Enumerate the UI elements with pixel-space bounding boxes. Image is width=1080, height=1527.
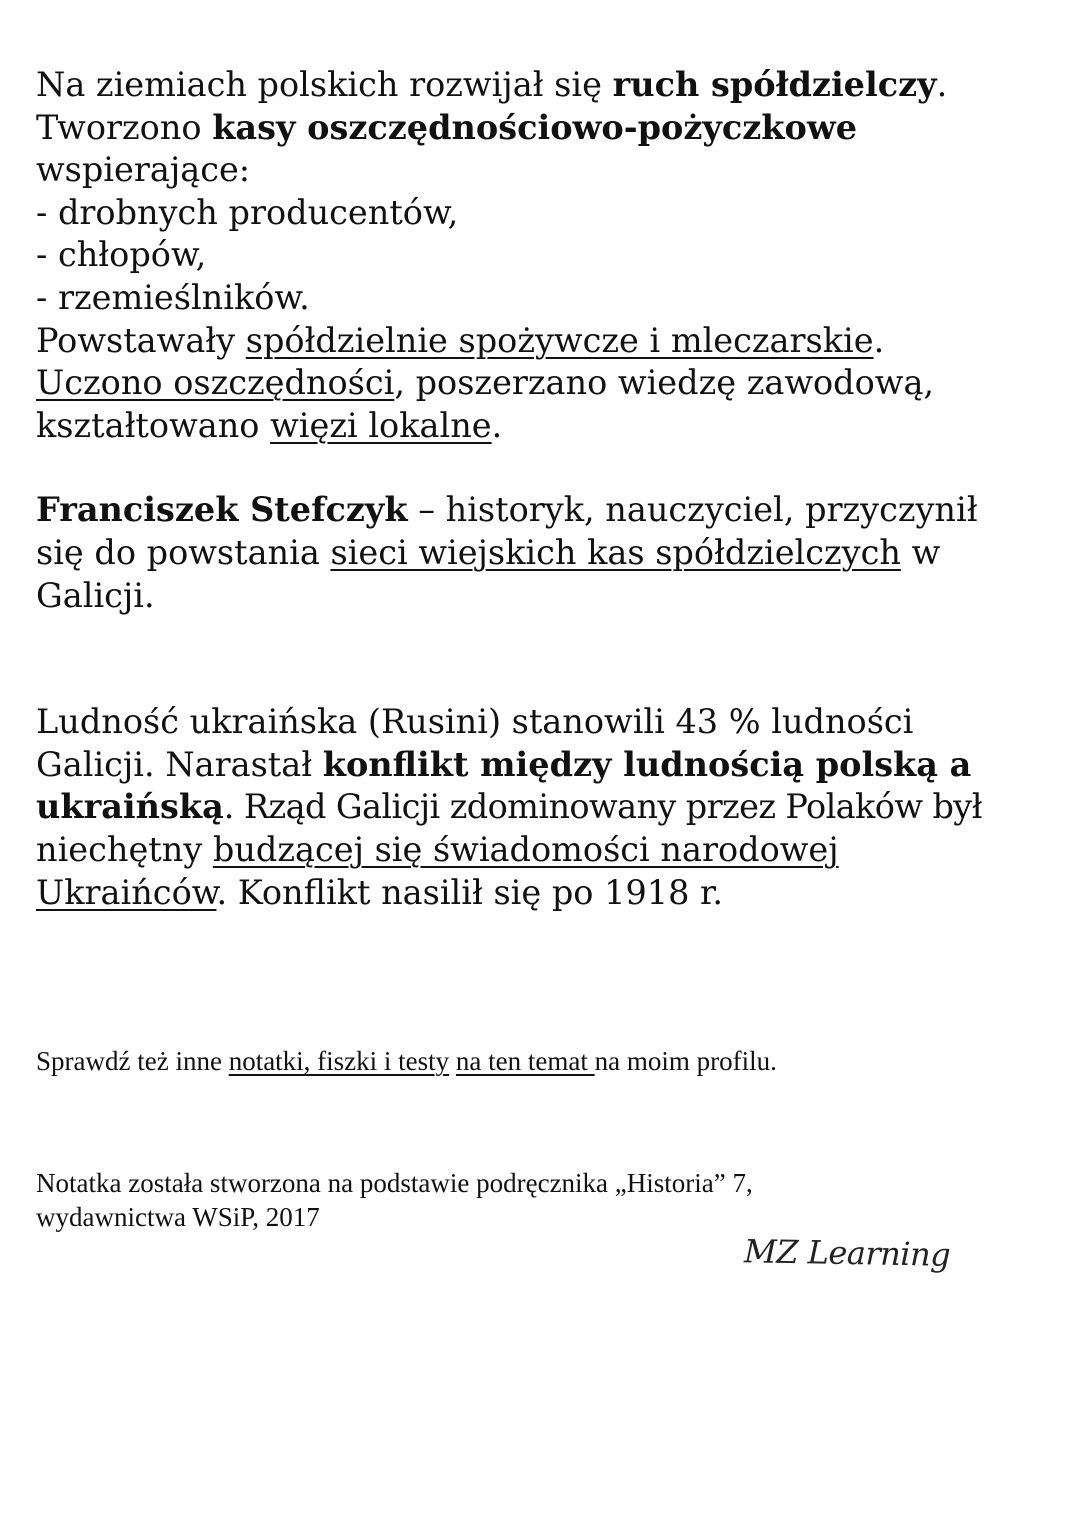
list-item: - rzemieślników.: [36, 277, 310, 317]
bold-term: ruch spółdzielczy: [612, 65, 937, 104]
text: Sprawdź też inne: [36, 1046, 229, 1076]
text: się do powstania: [36, 532, 331, 572]
text: kształtowano: [36, 405, 271, 445]
underlined-term: Uczono oszczędności: [36, 363, 395, 403]
text: Powstawały: [36, 320, 246, 360]
text: .: [491, 405, 503, 445]
bold-term: Franciszek Stefczyk: [36, 490, 408, 530]
list-item: - drobnych producentów,: [36, 192, 459, 232]
text: . Rząd Galicji zdominowany przez Polaków był: [223, 787, 982, 827]
text: – historyk, nauczyciel, przyczynił: [407, 490, 978, 530]
ukrainian-conflict-paragraph: [36, 701, 1046, 914]
underlined-term: notatki, fiszki i testy: [228, 1046, 450, 1076]
list-item: - chłopów,: [36, 235, 207, 275]
bold-term: konflikt między ludnością polską a: [322, 744, 972, 784]
bold-term: kasy oszczędnościowo-pożyczkowe: [212, 107, 858, 147]
underlined-term: na ten temat: [455, 1046, 595, 1076]
signature: MZ Learning: [743, 1232, 951, 1274]
underlined-term: sieci wiejskich kas spółdzielczych: [330, 532, 901, 572]
text: .: [936, 65, 948, 104]
source-note: [36, 1166, 1046, 1234]
text: w: [900, 532, 941, 572]
text: na moim profilu.: [594, 1046, 777, 1076]
text: Na ziemiach polskich rozwijał się: [36, 65, 613, 104]
note-document: [36, 64, 1046, 914]
text: Notatka została stworzona na podstawie podręcznika „Historia” 7,: [36, 1168, 753, 1198]
text: . Konflikt nasilił się po 1918 r.: [216, 872, 724, 912]
profile-note: [36, 1044, 1046, 1078]
text: , poszerzano wiedzę zawodową,: [394, 363, 935, 403]
text: Galicji. Narastał: [36, 744, 323, 784]
text: wspierające:: [36, 150, 251, 190]
text: Tworzono: [36, 107, 213, 147]
text: [449, 1046, 456, 1076]
underlined-term: budzącej się świadomości narodowej: [212, 829, 839, 869]
text: wydawnictwa WSiP, 2017: [36, 1202, 320, 1232]
underlined-term: więzi lokalne: [270, 405, 492, 445]
text: Ludność ukraińska (Rusini) stanowili 43 % ludności: [36, 702, 914, 742]
text: .: [873, 320, 885, 360]
bold-term: ukraińską: [36, 787, 224, 827]
stefczyk-paragraph: [36, 489, 1046, 617]
underlined-term: spółdzielnie spożywcze i mleczarskie: [245, 320, 874, 360]
text: niechętny: [36, 829, 213, 869]
text: Galicji.: [36, 575, 155, 615]
cooperative-movement-paragraph: [36, 64, 1046, 447]
underlined-term: Ukraińców: [36, 872, 217, 912]
